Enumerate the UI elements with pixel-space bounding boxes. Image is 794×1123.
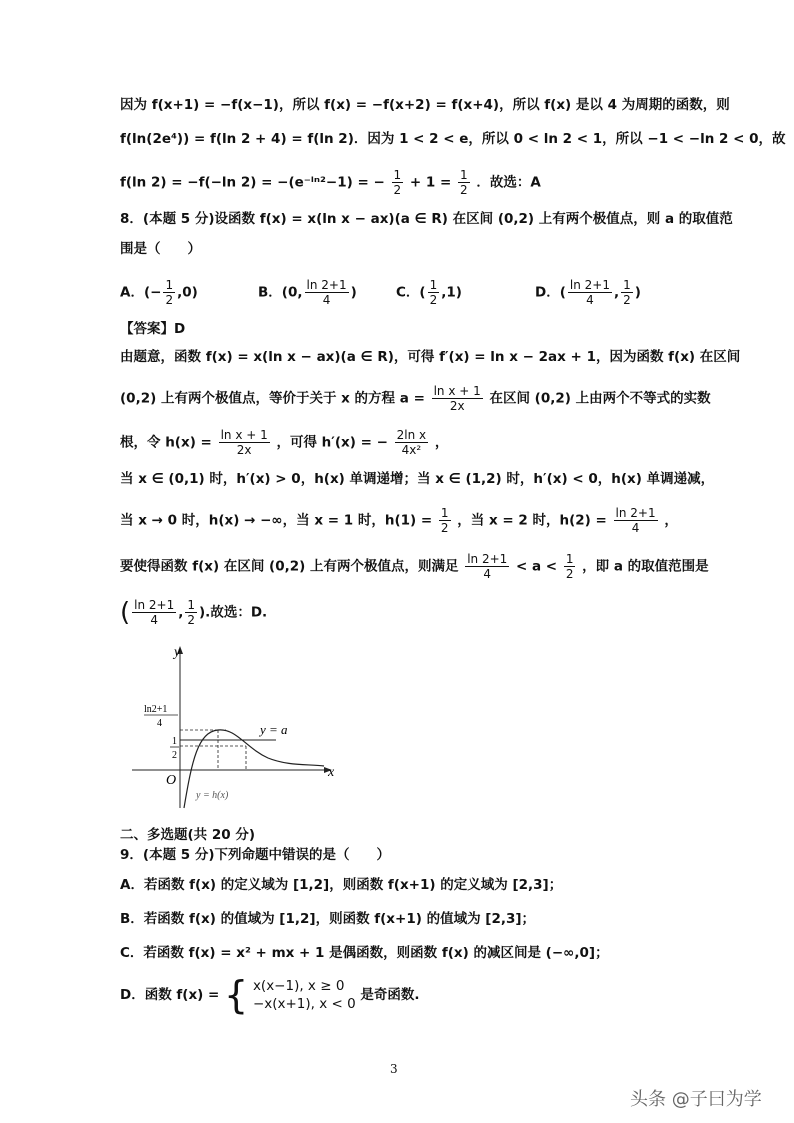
q9-option-c: C．若函数 f(x) = x² + mx + 1 是偶函数，则函数 f(x) 的减区间是 (−∞,0]； xyxy=(120,945,609,961)
prev-line3-b: + 1 = xyxy=(409,174,452,191)
label-ln2-denominator: 4 xyxy=(157,718,162,729)
fraction-lower: $\frac{\ln 2+1}{4}$ xyxy=(467,552,508,581)
q8-option-a: A．(− $\frac{1}{2}$ ,0) xyxy=(120,278,198,307)
answer-line1: 由题意，函数 f(x) = x(ln x − ax)(a ∈ R)，可得 f′(x) = ln x − 2ax + 1，因为函数 f(x) 在区间 xyxy=(120,349,741,365)
piecewise-cases xyxy=(253,977,356,1013)
answer-line7: ( $\frac{\ln 2+1}{4}$ , $\frac{1}{2}$ ).故选：D. xyxy=(120,597,268,628)
q8-option-d: D．( $\frac{\ln 2+1}{4}$ , $\frac{1}{2}$ ) xyxy=(535,278,641,307)
fraction-a-eq: $\frac{\text{ln x + 1}}{2x}$ xyxy=(433,384,481,413)
q9-option-a: A．若函数 f(x) 的定义域为 [1,2]，则函数 f(x+1) 的定义域为 [2,3]； xyxy=(120,877,563,893)
function-graph xyxy=(128,640,348,812)
fraction-h: $\frac{\text{ln x + 1}}{2x}$ xyxy=(220,428,268,457)
fraction-h2: $\frac{\ln 2+1}{4}$ xyxy=(615,506,656,535)
fraction-range-low: $\frac{\ln 2+1}{4}$ xyxy=(134,598,175,627)
origin-label: O xyxy=(166,773,177,788)
fraction-upper: $\frac{1}{2}$ xyxy=(565,552,574,581)
y-axis-label: y xyxy=(174,645,181,660)
label-ln2-numerator: ln2+1 xyxy=(144,704,168,715)
fraction-h-prime: $\frac{\text{2ln x}}{\text{4x²}}$ xyxy=(396,428,427,457)
q9-option-b: B．若函数 f(x) 的值域为 [1,2]，则函数 f(x+1) 的值域为 [2,3]； xyxy=(120,911,536,927)
prev-line3-c: ．故选：A xyxy=(476,174,541,191)
fraction-range-high: $\frac{1}{2}$ xyxy=(187,598,196,627)
prev-solution-line2: f(ln(2e⁴)) = f(ln 2 + 4) = f(ln 2)．因为 1 < 2 < e，所以 0 < ln 2 < 1，所以 −1 < −ln 2 < 0，故 xyxy=(120,131,786,147)
watermark: 头条 @子曰为学 xyxy=(630,1089,762,1110)
answer-line3: 根，令 h(x) = $\frac{\text{ln x + 1}}{2x}$ ，可得 h′(x) = − $\frac{\text{2ln x}}{\text{4x²}}$ ， xyxy=(120,428,449,457)
fraction-half-result: $\frac{1}{2}$ xyxy=(460,168,468,197)
answer-label: 【答案】D xyxy=(120,321,186,337)
prev-solution-line3 xyxy=(120,168,541,197)
piecewise-case-2: −x(x+1), x < 0 xyxy=(252,996,356,1012)
label-half-denominator: 2 xyxy=(172,750,177,761)
curve-label: y = h(x) xyxy=(196,790,229,801)
q9-stem: 9．(本题 5 分)下列命题中错误的是（ ） xyxy=(120,847,391,863)
prev-line3-a: f(ln 2) = −f(−ln 2) = −(e⁻ˡⁿ²−1) = − xyxy=(120,174,385,191)
x-axis-label: x xyxy=(328,765,335,780)
section2-title: 二、多选题(共 20 分) xyxy=(120,827,256,843)
answer-line6: 要使得函数 f(x) 在区间 (0,2) 上有两个极值点，则满足 $\frac{\ln 2+1}{4}$ < a < $\frac{1}{2}$ ，即 a 的取值范围是 xyxy=(120,552,709,581)
fraction-half: $\frac{1}{2}$ xyxy=(393,168,402,197)
piecewise-case-1: x(x−1), x ≥ 0 xyxy=(252,978,345,994)
q8-stem-line1: 8．(本题 5 分)设函数 f(x) = x(ln x − ax)(a ∈ R) 在区间 (0,2) 上有两个极值点，则 a 的取值范 xyxy=(120,211,733,227)
page-number: 3 xyxy=(390,1062,398,1076)
fraction-h1: $\frac{1}{2}$ xyxy=(440,506,449,535)
label-half-numerator: 1 xyxy=(172,736,177,747)
q8-option-c: C．( $\frac{1}{2}$ ,1) xyxy=(396,278,462,307)
prev-solution-line1: 因为 f(x+1) = −f(x−1)，所以 f(x) = −f(x+2) = f(x+4)，所以 f(x) 是以 4 为周期的函数，则 xyxy=(120,97,730,113)
q8-option-b: B．(0, $\frac{\ln 2+1}{4}$ ) xyxy=(258,278,357,307)
answer-line5: 当 x → 0 时，h(x) → −∞，当 x = 1 时，h(1) = $\frac{1}{2}$ ，当 x = 2 时，h(2) = $\frac{\ln 2+1}{4}$ ， xyxy=(120,506,678,535)
brace-icon: { xyxy=(224,973,249,1017)
q8-stem-line2: 围是（ ） xyxy=(120,241,201,257)
answer-line4: 当 x ∈ (0,1) 时，h′(x) > 0，h(x) 单调递增；当 x ∈ (1,2) 时，h′(x) < 0，h(x) 单调递减， xyxy=(120,471,715,487)
line-y-equals-a-label: y = a xyxy=(260,722,288,737)
answer-line2: (0,2) 上有两个极值点，等价于关于 x 的方程 a = $\frac{\text{ln x + 1}}{2x}$ 在区间 (0,2) 上由两个不等式的实数 xyxy=(120,384,711,413)
q9-option-d: D．函数 f(x) = { x(x−1), x ≥ 0 −x(x+1), x < 0 是奇函数. xyxy=(120,973,420,1017)
